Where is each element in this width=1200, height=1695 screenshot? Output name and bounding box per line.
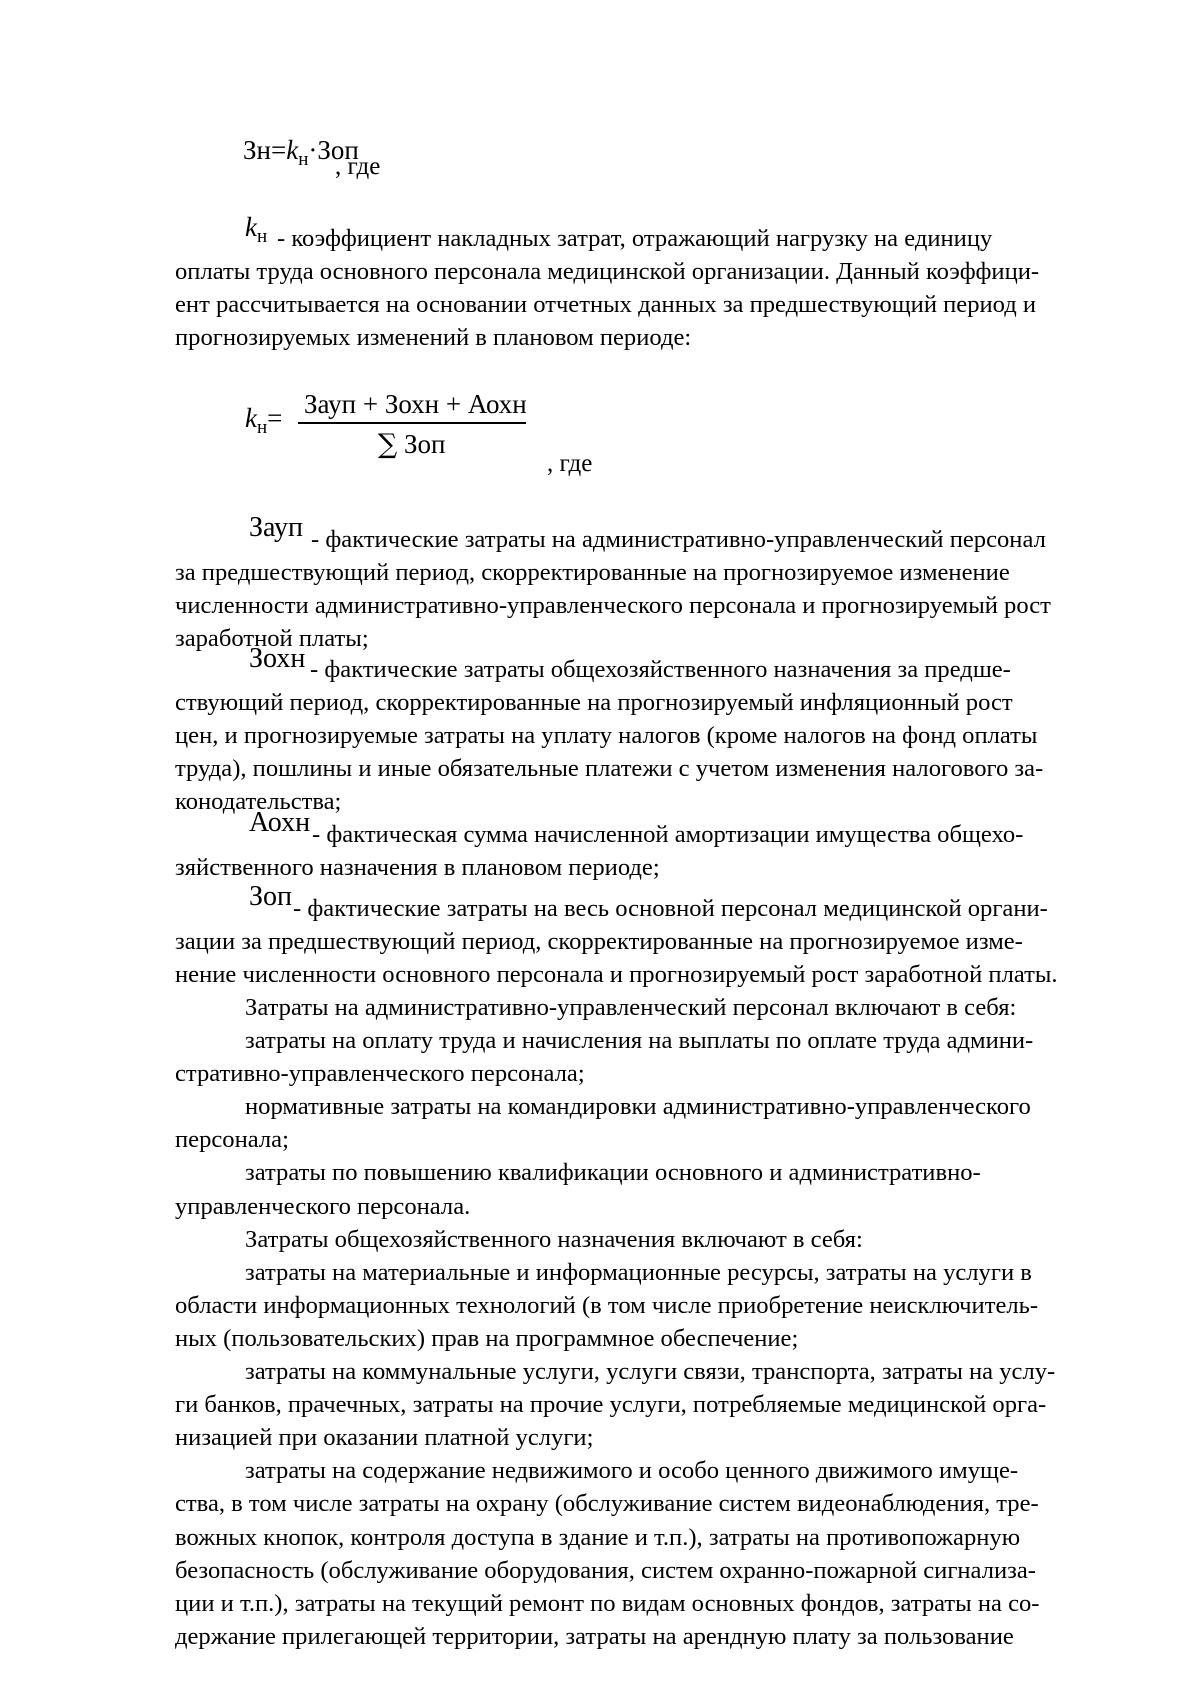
def-zohn-text: - фактические затраты общехозяйственного назначения за предше- ствующий период, скорректированные на прогнозируемый инфляционный рост цен, и прогнозируемые затраты на уплату налогов (кроме налогов на фонд оплаты труда), пошлины и иные обязательные платежи с учетом изменения налогового за- конодательства; (175, 656, 1044, 816)
paragraph: Затраты на административно-управленческий персонал включают в себя: (245, 994, 1017, 1021)
coef-k: k (286, 135, 299, 165)
coef-k-sub: н (298, 149, 309, 170)
paragraph: затраты на коммунальные услуги, услуги связи, транспорта, затраты на услу- (245, 1358, 1056, 1386)
formula2-denominator: ∑ Зоп (378, 429, 446, 460)
def-zohn-symbol: Зохн (249, 643, 306, 674)
def-zop-text: - фактические затраты на весь основной персонал медицинской органи- зации за предшествующий период, скорректированные на прогнозируемое изме- нение численности основного персонала и прогнозируемый рост заработной платы. (175, 895, 1058, 989)
formula-rhs: Зоп (317, 135, 359, 165)
paragraph: затраты на оплату труда и начисления на выплаты по оплате труда админи- (245, 1027, 1034, 1055)
def-aohn-symbol: Аохн (249, 807, 311, 838)
formula-lhs: Зн (243, 135, 271, 165)
def-zaup-text: - фактические затраты на административно-управленческий персонал за предшествующий период, скорректированные на прогнозируемое изменение численности административно-управленческого персонала и прогнозируемый рост заработной платы; (175, 526, 1051, 653)
def-k-text: - коэффициент накладных затрат, отражающий нагрузку на единицу оплаты труда основного персонала медицинской организации. Данный коэффици- ент рассчитывается на основании отчетных данных за предшествующий период и прогнозируемых изменений в плановом периоде: (175, 225, 1040, 352)
def-k-symbol: $k_н$ (245, 212, 268, 247)
paragraph: затраты по повышению квалификации основного и административно- (245, 1159, 981, 1187)
formula1-where: , где (335, 153, 381, 180)
body-text: Затраты на административно-управленческий персонал включают в себя: затраты на оплату труда и начисления на выплаты по оплате труда админи- стративно-управленческого персонала; нормативные затраты на командировки административно-управленческого персонала; затраты по повышению квалификации основного и административно- управленческого персонала. Затраты общехозяйственного назначения включают в себя: затраты на материальные и информационные ресурсы, затраты на услуги в области информационных технологий (в том числе приобретение неисключитель- ных (пользовательских) прав на программное обеспечение; затраты на коммунальные услуги, услуги связи, транспорта, затраты на услу- ги банков, прачечных, затраты на прочие услуги, потребляемые медицинской орга- низацией при оказании платной услуги; затраты на содержание недвижимого и особо ценного движимого имуще- ства, в том числе затраты на охрану (обслуживание систем видеонаблюдения, тре- вожных кнопок, контроля доступа в здание и т.п.), затраты на противопожарную безопасность (обслуживание оборудования, систем охранно-пожарной сигнализа- ции и т.п.), затраты на текущий ремонт по видам основных фондов, затраты на со- держание прилегающей территории, затраты на арендную плату за пользование (175, 991, 1116, 1653)
paragraph: нормативные затраты на командировки административно-управленческого (245, 1093, 1031, 1121)
formula2-numerator: Зауп + Зохн + Аохн (304, 389, 527, 419)
formula-dot: · (308, 135, 318, 165)
formula2-where: , где (547, 450, 593, 477)
def-zop-symbol: Зоп (249, 881, 293, 912)
paragraph: Затраты общехозяйственного назначения включают в себя: (245, 1225, 863, 1253)
formula-eq: = (270, 135, 287, 165)
paragraph: затраты на материальные и информационные ресурсы, затраты на услуги в (245, 1258, 1032, 1286)
formula2-k: $k_н=$ (245, 403, 283, 438)
fraction-line (298, 422, 526, 424)
def-zaup-symbol: Зауп (249, 512, 304, 543)
def-aohn-text: - фактическая сумма начисленной амортизации имущества общехо- зяйственного назначения в плановом периоде; (175, 821, 1024, 882)
paragraph: затраты на содержание недвижимого и особо ценного движимого имуще- (245, 1457, 1019, 1485)
